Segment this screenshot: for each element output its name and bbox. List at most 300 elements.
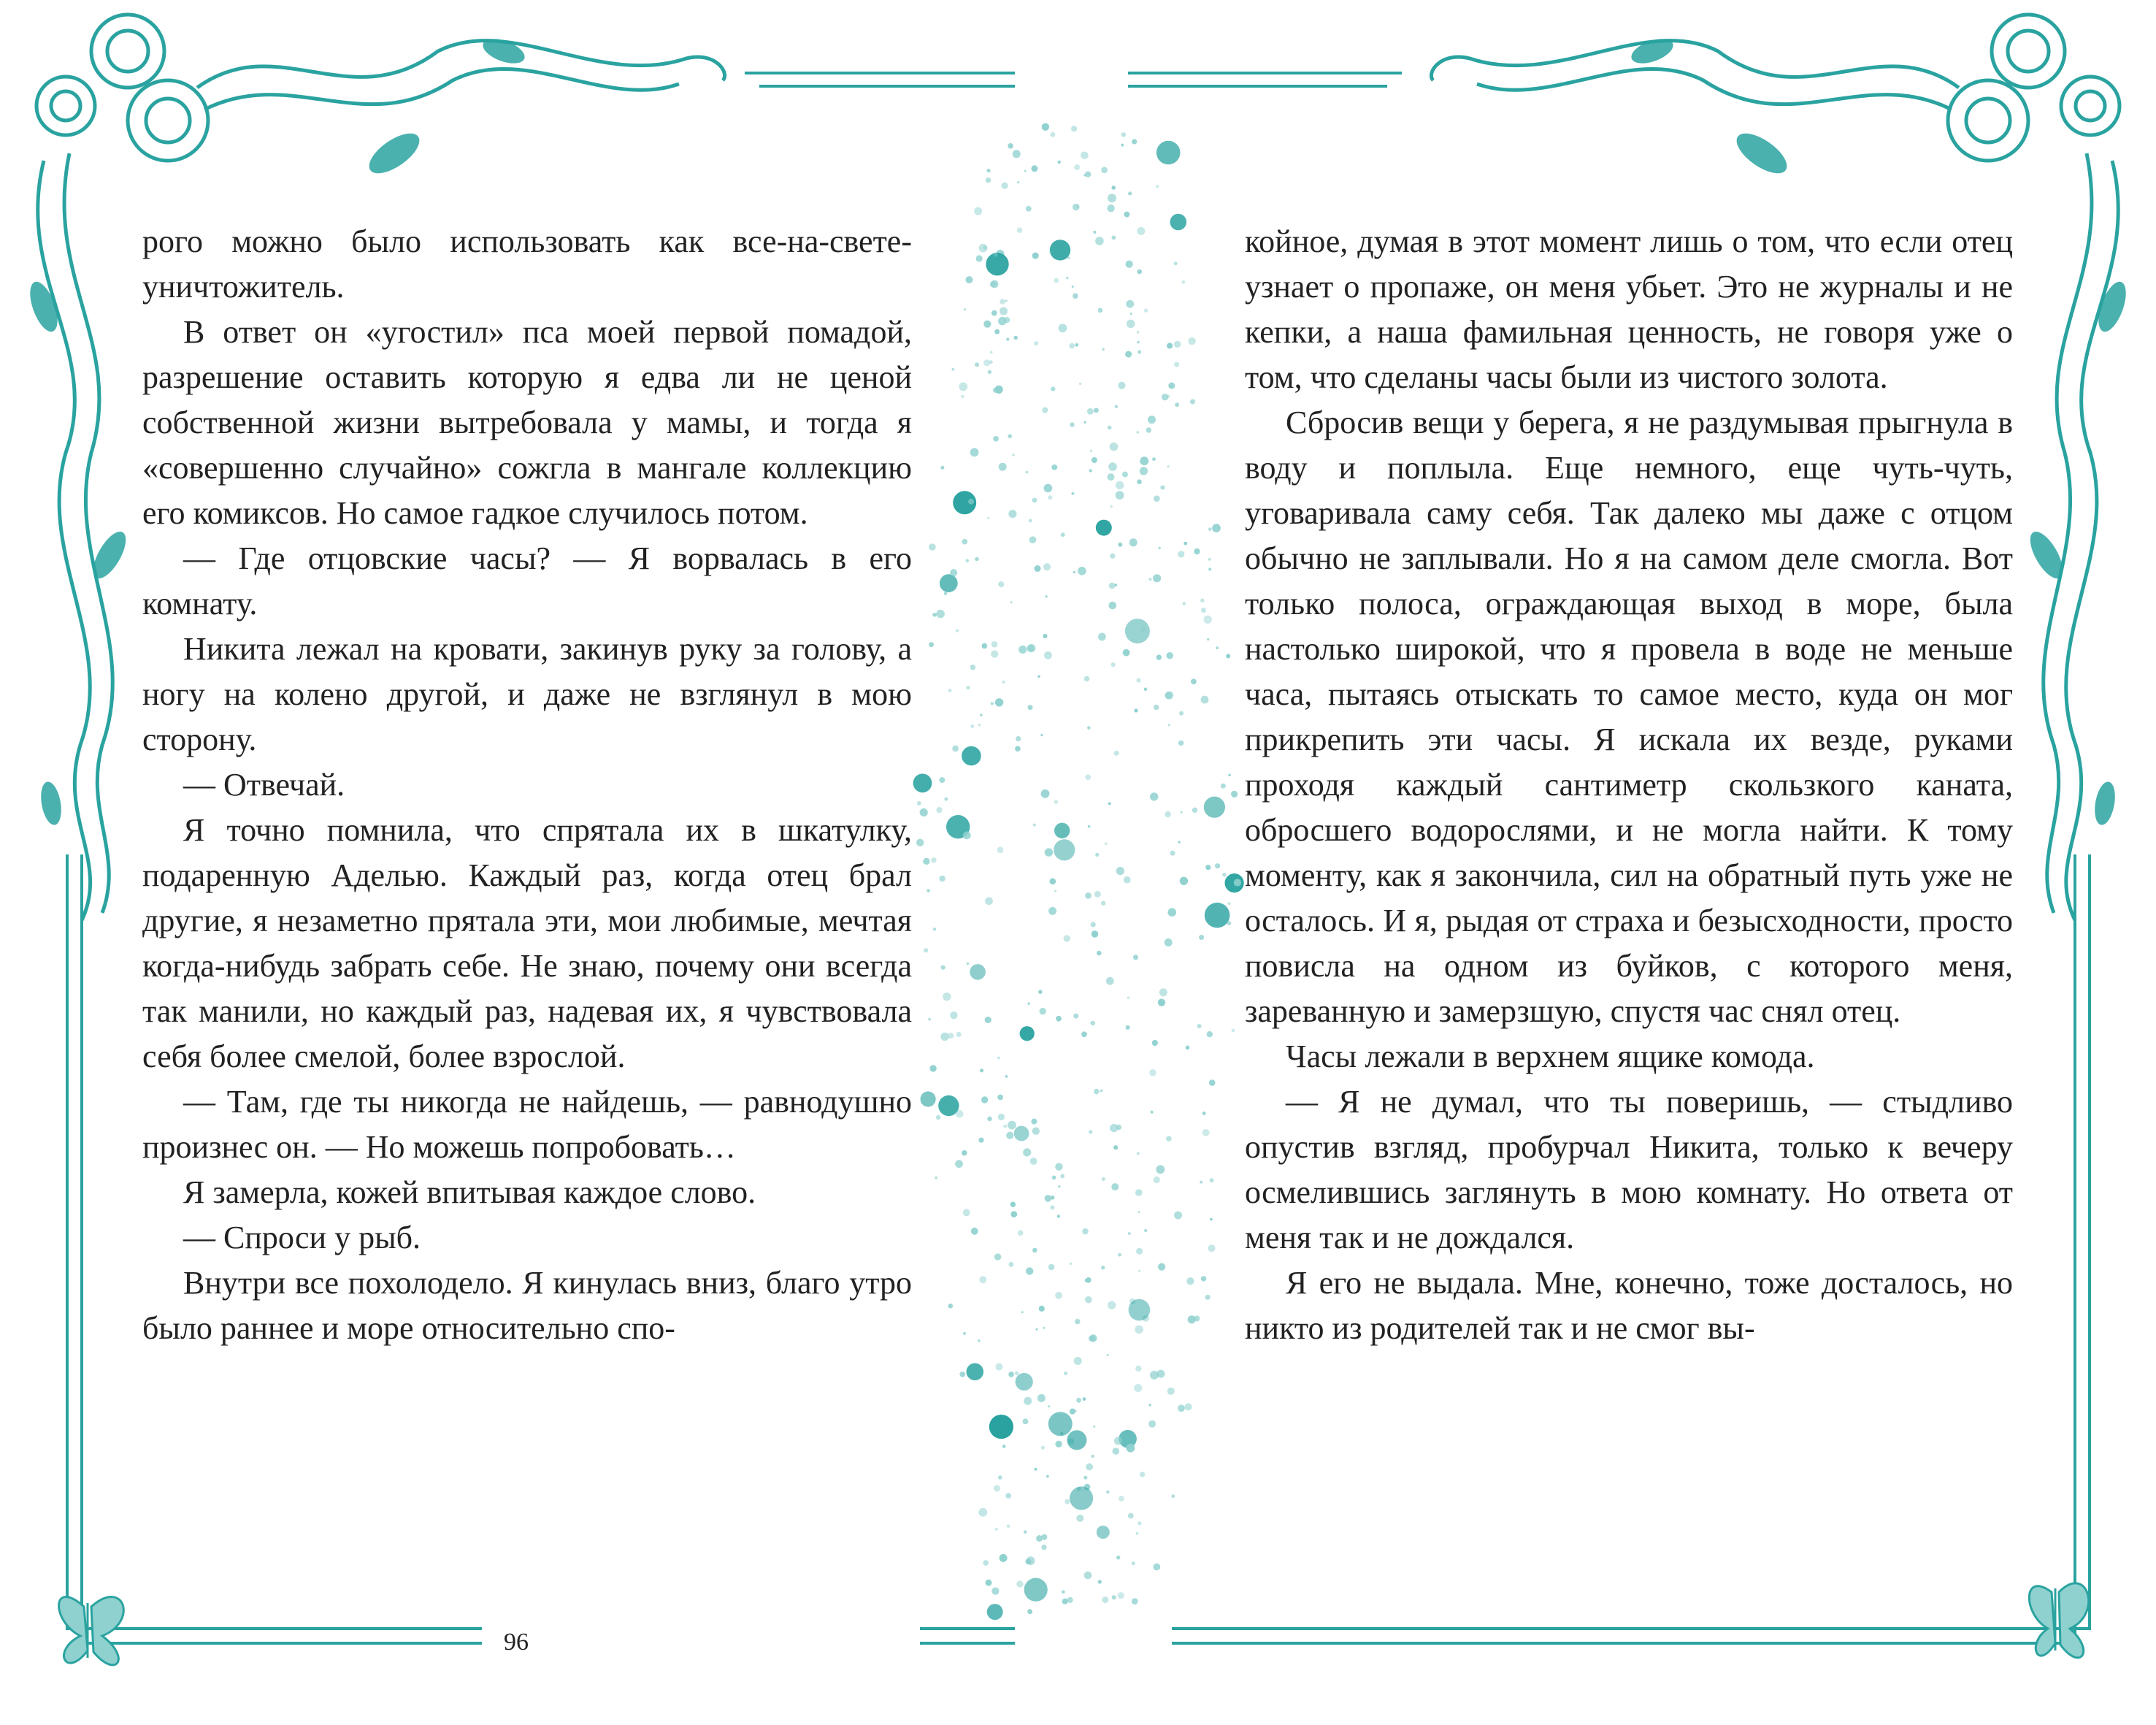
ink-dot [1061, 1412, 1063, 1415]
ink-dot [962, 1150, 967, 1155]
right-page-text [1245, 219, 2013, 1351]
ink-dot [1070, 422, 1074, 427]
ink-dot [975, 557, 979, 562]
ink-dot [1174, 261, 1178, 265]
ink-dot [1062, 1599, 1068, 1604]
ink-dot [1098, 1580, 1102, 1583]
ink-dot [1201, 1276, 1206, 1281]
ink-dot [950, 569, 957, 576]
ink-dot [970, 665, 975, 670]
ink-dot [1075, 1319, 1080, 1324]
ink-dot [1132, 1598, 1138, 1604]
ink-dot [979, 244, 988, 253]
ink-dot [1062, 1590, 1065, 1594]
ink-dot [1156, 1165, 1165, 1174]
ink-dot [1031, 1119, 1037, 1125]
ink-dot [1091, 1021, 1095, 1025]
ink-dot [1071, 492, 1074, 495]
ink-dot [978, 1508, 987, 1517]
ink-dot [1023, 1148, 1031, 1156]
page-number: 96 [504, 1629, 529, 1656]
ink-dot [1106, 1491, 1109, 1493]
ink-dot [1098, 633, 1106, 641]
ink-dot [932, 613, 937, 617]
ink-dot [987, 517, 989, 519]
ink-dot [997, 846, 1004, 853]
ink-dot [1207, 638, 1209, 640]
ink-dot [994, 1485, 1000, 1492]
ink-dot [1093, 1426, 1095, 1428]
ink-dot [1006, 1132, 1013, 1139]
ink-dot [1028, 705, 1033, 710]
ink-dot [1067, 256, 1070, 259]
ink-dot [1151, 1111, 1154, 1114]
ink-dot [1144, 1229, 1147, 1232]
ink-dot [1004, 317, 1010, 323]
ink-dot [1209, 1079, 1216, 1086]
ink-dot [1054, 839, 1075, 860]
ink-dot [1129, 538, 1138, 546]
ink-dot [1149, 578, 1152, 581]
ink-dot [1085, 1296, 1092, 1304]
ink-dot [966, 559, 970, 562]
ink-dot [1064, 1499, 1070, 1504]
ink-dot [1036, 1328, 1038, 1331]
ink-dot [1108, 473, 1115, 481]
ink-dot [1089, 1130, 1092, 1133]
ink-dot [928, 1018, 931, 1021]
ink-dot [1034, 341, 1038, 345]
ink-dot [1114, 751, 1119, 756]
ink-dot [1150, 1371, 1159, 1380]
ink-dot [970, 448, 979, 457]
ink-dot [1124, 876, 1131, 884]
ink-dot [1095, 853, 1099, 857]
ink-dot [1014, 1126, 1029, 1141]
ink-dot [1228, 774, 1230, 776]
ink-dot [993, 436, 999, 442]
ink-dot [980, 714, 983, 716]
ink-dot [1023, 1419, 1029, 1425]
ink-dot [1154, 1177, 1160, 1183]
paragraph: Никита лежал на кровати, закинув руку за голову, а ногу на колено другой, и даже не взглянул в мою сторону. [142, 631, 912, 757]
ink-dot [1048, 907, 1056, 915]
ink-dot [1067, 1597, 1073, 1603]
ink-dot [1140, 1472, 1145, 1477]
ink-dot [1140, 627, 1146, 633]
ink-dot [1032, 253, 1039, 259]
ink-dot [1227, 921, 1232, 925]
ink-dot [1005, 299, 1008, 302]
ink-dot [1129, 1299, 1151, 1321]
ink-dot [975, 362, 979, 367]
ink-dot [1095, 237, 1104, 245]
ink-dot [994, 253, 997, 256]
ink-dot [998, 581, 1004, 587]
ink-dot [1179, 711, 1184, 716]
ink-dot [1054, 800, 1058, 803]
ink-dot [1012, 454, 1015, 456]
ink-dot [1101, 901, 1105, 906]
ink-dot [1060, 1174, 1064, 1179]
paragraph: Я замерла, кожей впитывая каждое слово. [183, 1174, 756, 1210]
ink-dot [1049, 878, 1056, 884]
ink-dot [1098, 308, 1103, 313]
ink-dot [1037, 1394, 1046, 1402]
ink-dot [1128, 1513, 1134, 1519]
ink-dot [1048, 1405, 1051, 1408]
ink-dot [1137, 269, 1142, 275]
ink-dot [1200, 1181, 1202, 1184]
ink-dot [1133, 955, 1138, 960]
ink-dot [1014, 336, 1018, 340]
ink-dot [1075, 1410, 1077, 1412]
ink-dot [1059, 324, 1067, 332]
ink-dot [1234, 879, 1241, 886]
ink-dot [1000, 307, 1008, 315]
ink-dot [1201, 696, 1209, 704]
ink-dot [1156, 141, 1181, 165]
ink-dot [991, 641, 998, 648]
ink-dot [1183, 602, 1186, 605]
ink-dot [1116, 1556, 1120, 1559]
ink-dot [1212, 524, 1221, 532]
ink-dot [982, 643, 988, 649]
ink-dot [994, 1253, 1001, 1260]
ink-dot [991, 1588, 999, 1595]
ink-dot [1138, 1521, 1141, 1525]
ink-dot [1087, 726, 1091, 730]
ink-dot [1066, 277, 1069, 280]
ink-dot [1040, 734, 1043, 736]
ink-dot [1027, 645, 1034, 652]
ink-dot [1048, 495, 1052, 500]
ink-dot [1005, 1075, 1008, 1078]
ink-dot [933, 927, 936, 930]
ink-dot [1137, 341, 1140, 344]
ink-dot [989, 360, 993, 364]
ink-dot [1041, 1534, 1047, 1540]
ink-dot [1126, 1025, 1130, 1030]
ink-dot [995, 1528, 998, 1531]
ink-dot [1033, 824, 1036, 827]
ink-dot [1018, 1230, 1024, 1236]
ink-dot [936, 1115, 941, 1120]
ink-dot [986, 253, 1008, 275]
ink-dot [1020, 1026, 1035, 1041]
ink-dot [1226, 654, 1230, 658]
ink-dot [1127, 996, 1130, 999]
ink-dot [1102, 1596, 1108, 1603]
ink-dot [940, 466, 944, 470]
ink-dot [1067, 1430, 1086, 1450]
ink-dot [929, 543, 936, 551]
ink-dot [1186, 1277, 1194, 1285]
ink-dot [978, 1138, 983, 1143]
ink-dot [1083, 421, 1086, 424]
ink-dot [1043, 563, 1051, 570]
ink-dot [1148, 416, 1156, 424]
ink-dot [950, 1011, 957, 1019]
ink-dot [921, 1091, 936, 1106]
ink-dot [1113, 1447, 1120, 1455]
ink-dot [940, 574, 958, 592]
ink-dot [1171, 1494, 1175, 1498]
ink-dot [1134, 1384, 1142, 1392]
ink-dot [1041, 1446, 1045, 1450]
ink-dot [1086, 1464, 1093, 1471]
ink-dot [1041, 789, 1050, 798]
ink-dot [1178, 741, 1184, 746]
ink-dot [1156, 654, 1162, 659]
ink-dot [1127, 1444, 1135, 1453]
ink-dot [1186, 1046, 1190, 1050]
ink-dot [945, 798, 948, 801]
ink-dot [987, 1117, 991, 1121]
ink-dot [1109, 602, 1117, 610]
ink-dot [1165, 691, 1173, 699]
ink-dot [937, 807, 943, 813]
ink-dot [1111, 662, 1116, 667]
ink-dot [1100, 1090, 1103, 1093]
ink-dot [998, 1475, 1002, 1480]
ink-dot [993, 388, 998, 393]
ink-dot [1125, 351, 1132, 358]
ink-dot [1178, 1404, 1185, 1412]
ink-dot [1165, 938, 1173, 946]
paragraph: — Отвечай. [183, 767, 345, 803]
left-page-text [142, 219, 912, 1351]
ink-dot [1000, 299, 1005, 305]
ink-dot [966, 276, 973, 283]
ink-dot [1078, 567, 1086, 575]
ink-dot [1003, 1125, 1007, 1128]
ink-dot [1181, 280, 1185, 284]
ink-dot [1081, 152, 1089, 160]
ink-dot [1049, 251, 1051, 253]
ink-dot [987, 169, 991, 172]
ink-dot [1178, 841, 1181, 844]
ink-dot [936, 610, 945, 619]
ink-dot [986, 177, 991, 183]
ink-dot [1113, 1145, 1118, 1150]
ink-dot [1116, 491, 1124, 500]
ink-dot [1087, 408, 1094, 415]
ink-dot [1168, 383, 1175, 389]
ink-dot [913, 773, 932, 792]
ink-dot [1205, 1295, 1211, 1300]
ink-dot [985, 1017, 991, 1023]
ink-dot [927, 889, 930, 892]
ink-dot [961, 395, 964, 398]
ink-dot [1167, 652, 1173, 659]
ink-dot [1107, 204, 1114, 212]
ink-dot [1097, 1526, 1110, 1539]
ink-dot [1137, 431, 1139, 433]
ink-dot [1027, 1002, 1030, 1005]
ink-dot [1135, 1366, 1141, 1372]
ink-dot [1116, 481, 1124, 489]
ink-dot [1029, 519, 1032, 523]
ink-dot [1042, 408, 1048, 413]
ink-dot [1123, 649, 1130, 657]
ink-dot [1048, 1264, 1055, 1271]
ink-dot [1166, 1136, 1172, 1141]
ink-dot [995, 698, 1003, 706]
ink-dot [1071, 126, 1077, 131]
ink-dot [1108, 194, 1116, 202]
ink-dot [1115, 584, 1118, 586]
ink-dot [1002, 681, 1005, 684]
ink-dot [1002, 183, 1008, 189]
ink-dot [1127, 320, 1135, 329]
ink-dot [1061, 532, 1065, 537]
ink-dot [1199, 935, 1204, 940]
ink-dot [948, 1304, 954, 1309]
ink-dot [1152, 1040, 1158, 1046]
ink-dot [1055, 1292, 1062, 1299]
ink-dot [967, 1363, 984, 1381]
ink-dot [1055, 1163, 1062, 1171]
ink-dot [959, 383, 967, 391]
ink-dot [1073, 293, 1078, 299]
ink-dot [997, 1057, 1000, 1060]
ink-dot [1039, 1306, 1045, 1312]
ink-dot [1160, 486, 1165, 490]
ink-dot [1167, 343, 1173, 348]
ink-dot [955, 1160, 963, 1168]
ink-dot [1064, 935, 1070, 941]
ink-dot [1006, 337, 1009, 340]
ink-dot [1054, 890, 1056, 892]
ink-dot [1205, 865, 1211, 870]
ink-dot [1137, 331, 1139, 333]
ink-dot [1091, 922, 1096, 927]
ink-dot [997, 1095, 1003, 1101]
ink-dot [1114, 1437, 1122, 1445]
ink-dot [1125, 619, 1150, 643]
ink-dot [941, 965, 945, 970]
ink-dot [1009, 1262, 1014, 1267]
ink-dot [970, 964, 986, 980]
ink-dot [991, 651, 998, 658]
ink-dot [1102, 348, 1104, 351]
ink-dot [1194, 1316, 1200, 1322]
ink-dot [1121, 144, 1124, 147]
ink-dot [1092, 1455, 1094, 1458]
ink-dot [1050, 240, 1070, 260]
ink-dot [994, 329, 1000, 334]
ink-dot [963, 1332, 966, 1335]
ink-dot [1094, 1089, 1100, 1095]
ink-dot [1064, 1372, 1067, 1375]
ink-dot [1008, 1372, 1014, 1377]
ink-dot [1037, 676, 1040, 678]
ink-dot [1052, 1176, 1056, 1180]
ink-dot [944, 592, 948, 595]
ink-dot [1072, 286, 1074, 288]
paragraph: — Где отцовские часы? — Я ворвалась в его комнату. [142, 540, 912, 621]
ink-dot [978, 724, 981, 726]
ink-dot [1118, 1253, 1121, 1257]
ink-dot [990, 351, 993, 354]
ink-dot [1174, 362, 1179, 367]
ink-dot [1153, 574, 1161, 582]
ink-dot [1008, 1121, 1016, 1130]
ink-dot [1174, 1212, 1182, 1220]
ink-dot [1175, 402, 1179, 407]
ink-dot [1032, 1248, 1037, 1253]
ink-dot [1208, 1244, 1216, 1252]
ink-dot [1128, 1232, 1131, 1235]
ink-dot [980, 1068, 983, 1072]
ink-dot [1208, 567, 1211, 570]
ink-dot [1044, 484, 1053, 493]
ink-dot [1026, 471, 1029, 474]
ink-dot [935, 1177, 937, 1179]
ink-dot [1112, 1595, 1116, 1599]
ink-dot [1008, 435, 1012, 439]
ink-dot [1005, 1493, 1011, 1499]
ink-dot [1138, 351, 1141, 354]
ink-dot [940, 1033, 948, 1041]
ink-dot [1210, 1218, 1213, 1221]
ink-dot [1168, 724, 1170, 726]
ink-dot [1149, 1404, 1151, 1406]
ink-dot [1124, 212, 1129, 218]
ink-dot [956, 1032, 962, 1037]
ink-dot [1154, 1564, 1161, 1571]
ink-dot [1029, 536, 1037, 543]
ink-dot [1232, 1029, 1235, 1033]
ink-dot [1156, 185, 1159, 188]
ink-dot [1051, 1196, 1055, 1200]
ink-dot [1148, 1420, 1156, 1428]
ink-dot [1092, 930, 1099, 938]
ink-dot [1015, 746, 1021, 751]
ink-dot [962, 746, 981, 766]
ink-dot [1144, 687, 1148, 691]
ink-dot [948, 689, 951, 692]
ink-dot [1107, 1354, 1109, 1356]
ink-dot [1035, 1468, 1037, 1471]
ink-dot [1109, 583, 1116, 589]
ink-dot [1016, 736, 1021, 741]
ink-dot [1167, 908, 1176, 917]
ink-dot [1111, 1183, 1119, 1190]
ink-dot [1110, 443, 1119, 451]
ink-dot [1158, 1263, 1165, 1271]
ink-dot [1042, 123, 1049, 131]
ink-dot [1204, 616, 1212, 624]
ink-dot [1018, 646, 1027, 654]
ink-dot [1046, 595, 1048, 597]
ink-dot [1081, 1031, 1087, 1037]
ink-dot [1032, 1128, 1040, 1135]
ink-dot [1094, 891, 1101, 898]
ink-dot [1076, 1515, 1083, 1522]
ink-dot [1146, 427, 1151, 432]
ink-dot [1070, 1486, 1093, 1510]
ink-dot [1216, 646, 1219, 649]
ink-dot [1024, 1397, 1032, 1405]
ink-dot [1008, 510, 1016, 518]
ink-dot [1008, 143, 1013, 149]
ink-dot [991, 310, 997, 316]
ink-dot [1026, 206, 1032, 212]
ink-dot [1082, 1228, 1088, 1234]
ink-dot [956, 1110, 964, 1118]
